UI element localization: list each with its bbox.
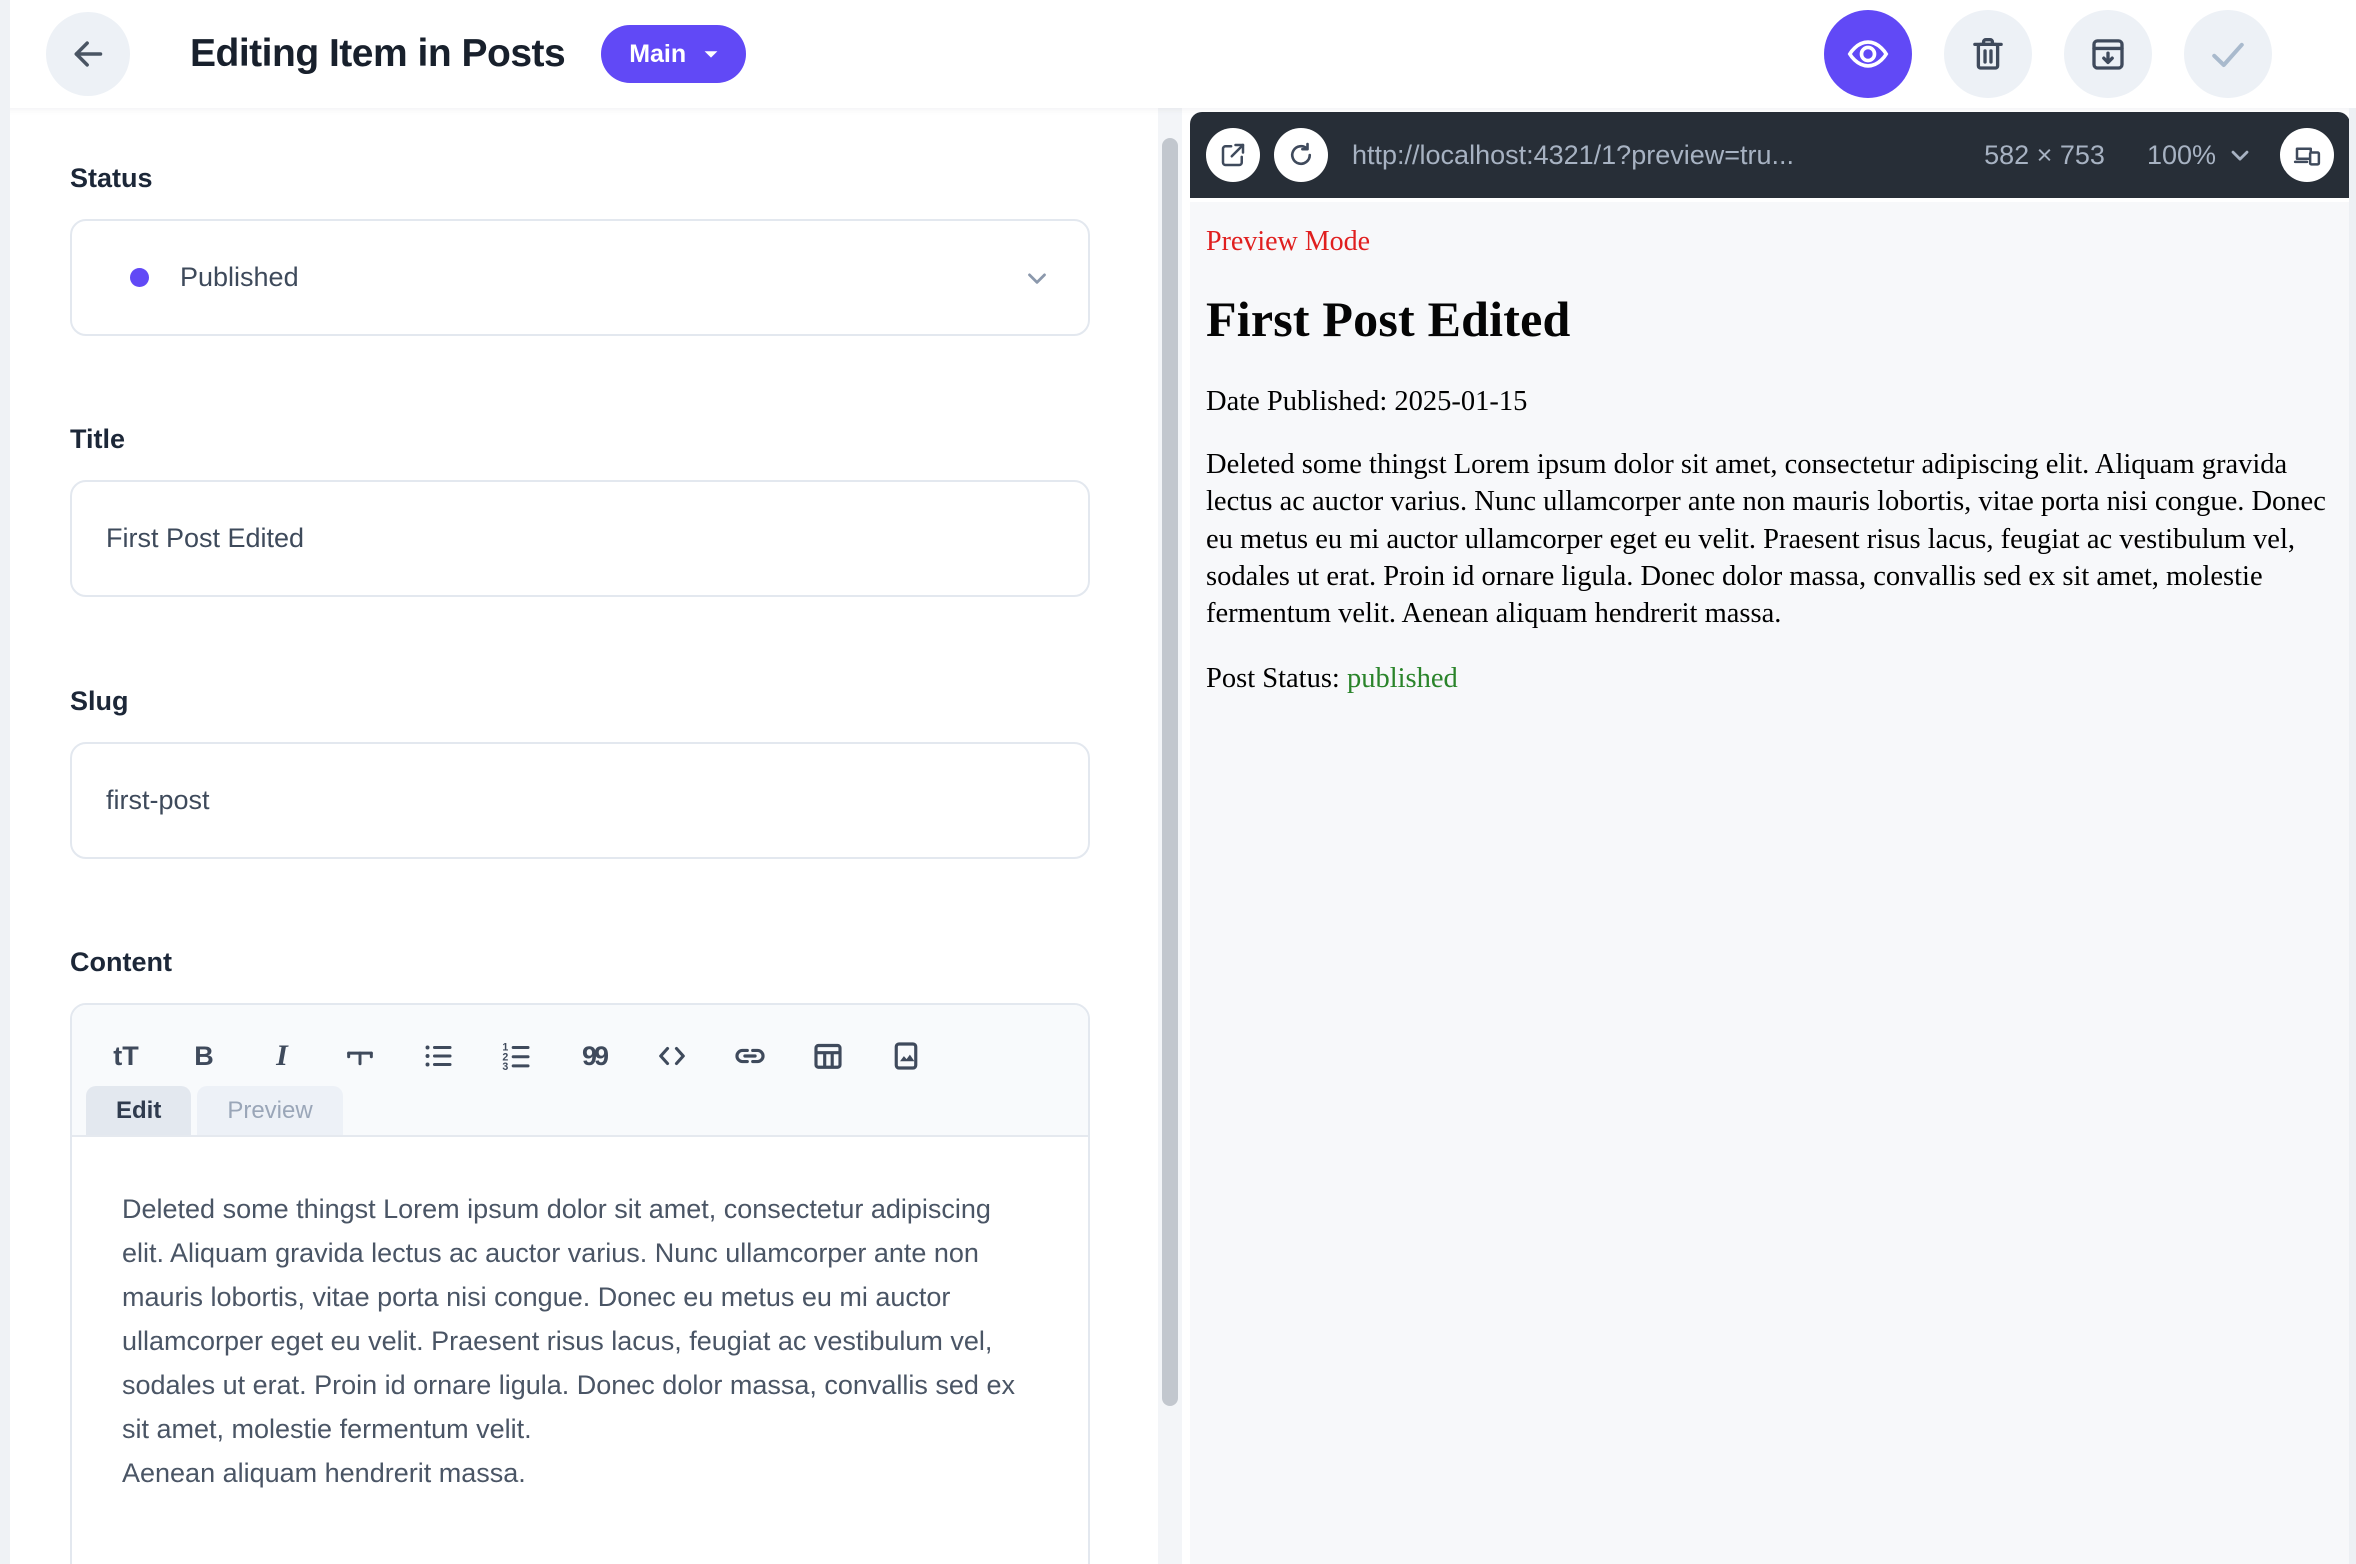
image-button[interactable] — [887, 1037, 925, 1075]
status-selected-value: Published — [180, 262, 299, 292]
status-field-label: Status — [70, 163, 153, 193]
tab-edit[interactable]: Edit — [86, 1086, 191, 1135]
zoom-selector[interactable] — [2147, 140, 2254, 171]
checkmark-icon — [2206, 32, 2250, 76]
text-size-button[interactable] — [107, 1037, 145, 1075]
ordered-list-icon — [499, 1039, 533, 1073]
bold-button[interactable] — [185, 1037, 223, 1075]
zoom-level: 100% — [2146, 139, 2216, 170]
device-mode-button[interactable] — [2280, 128, 2334, 182]
table-icon — [810, 1038, 846, 1074]
bullet-list-icon — [421, 1039, 455, 1073]
chevron-down-icon — [1022, 263, 1052, 293]
svg-text:2: 2 — [502, 1051, 509, 1064]
blockquote-icon: 99 — [581, 1040, 607, 1071]
form-scrollbar-thumb[interactable] — [1162, 138, 1178, 1406]
content-textarea[interactable] — [72, 1137, 1088, 1564]
preview-url-bar — [1190, 112, 2350, 198]
save-draft-button[interactable] — [2064, 10, 2152, 98]
refresh-icon — [1286, 140, 1316, 170]
confirm-button[interactable] — [2184, 10, 2272, 98]
code-icon — [654, 1038, 690, 1074]
content-editor — [70, 1003, 1090, 1564]
preview-heading: First Post Edited — [1206, 291, 1571, 347]
editor-toolbar — [72, 1005, 1088, 1085]
preview-url[interactable]: http://localhost:4321/1?preview=tru... — [1352, 139, 1795, 170]
svg-text:1: 1 — [502, 1041, 509, 1054]
editor-tabs — [72, 1085, 1088, 1137]
divider-button[interactable] — [341, 1037, 379, 1075]
window-right-strip — [2349, 108, 2356, 1564]
link-button[interactable] — [731, 1037, 769, 1075]
divider-icon — [343, 1039, 377, 1073]
window-left-strip — [0, 0, 10, 1564]
code-block-button[interactable] — [653, 1037, 691, 1075]
edit-form-panel — [10, 108, 1160, 1564]
devices-icon — [2292, 140, 2322, 170]
tab-preview[interactable]: Preview — [197, 1086, 342, 1135]
header — [0, 0, 2356, 108]
slug-input[interactable] — [70, 742, 1090, 859]
preview-iframe — [1190, 202, 2356, 1564]
status-dot-icon — [130, 268, 149, 287]
branch-label: Main — [629, 39, 687, 68]
back-arrow-icon — [68, 34, 108, 74]
text-size-icon: tT — [113, 1040, 139, 1071]
title-field-label: Title — [70, 424, 126, 454]
link-icon — [732, 1038, 768, 1074]
table-button[interactable] — [809, 1037, 847, 1075]
preview-status-label: Post Status: — [1206, 662, 1340, 694]
content-paragraph: Deleted some thingst Lorem ipsum dolor sit amet, consectetur adipiscing elit. Aliquam gravida lectus ac auctor varius. Nunc ullamcorper ante non mauris lobortis, vitae porta nisi congue. Donec eu metus eu mi auctor ullamcorper eget eu velit. Praesent risus lacus, feugiat ac vestibulum vel, sodales ut erat. Proin id ornare ligula. Donec dolor massa, convallis sed ex sit amet, molestie fermentum velit. — [122, 1194, 1015, 1444]
form-scrollbar-track[interactable] — [1158, 108, 1182, 1564]
delete-button[interactable] — [1944, 10, 2032, 98]
trash-icon — [1967, 33, 2009, 75]
blockquote-button[interactable] — [575, 1037, 613, 1075]
back-button[interactable] — [46, 12, 130, 96]
refresh-button[interactable] — [1274, 128, 1328, 182]
open-external-button[interactable] — [1206, 128, 1260, 182]
bullet-list-button[interactable] — [419, 1037, 457, 1075]
bold-icon: B — [194, 1040, 214, 1071]
chevron-down-icon — [2226, 141, 2254, 169]
preview-status-line — [1206, 663, 2340, 695]
caret-down-icon — [700, 43, 722, 65]
viewport-size: 582 × 753 — [1984, 139, 2105, 170]
branch-selector[interactable] — [601, 25, 746, 83]
preview-body-paragraph: Deleted some thingst Lorem ipsum dolor sit amet, consectetur adipiscing elit. Aliquam gravida lectus ac auctor varius. Nunc ullamcorper ante non mauris lobortis, vitae porta nisi congue. Donec eu metus eu mi auctor ullamcorper eget eu velit. Praesent risus lacus, feugiat ac vestibulum vel, sodales ut erat. Proin id ornare ligula. Donec dolor massa, convallis sed ex sit amet, molestie fermentum velit. Aenean aliquam hendrerit massa. — [1206, 449, 2326, 630]
image-icon — [888, 1038, 924, 1074]
svg-text:3: 3 — [502, 1061, 509, 1073]
italic-button[interactable] — [263, 1037, 301, 1075]
preview-date-line: Date Published: 2025-01-15 — [1206, 386, 1528, 417]
preview-panel — [1190, 108, 2356, 1564]
ordered-list-button[interactable] — [497, 1037, 535, 1075]
page-title: Editing Item in Posts — [190, 32, 566, 75]
eye-icon — [1845, 31, 1891, 77]
toggle-preview-button[interactable] — [1824, 10, 1912, 98]
box-arrow-down-icon — [2087, 33, 2129, 75]
content-field-label: Content — [70, 947, 172, 977]
content-paragraph: Aenean aliquam hendrerit massa. — [122, 1458, 526, 1488]
title-input[interactable] — [70, 480, 1090, 597]
preview-mode-banner: Preview Mode — [1206, 226, 1371, 257]
preview-status-value: published — [1346, 662, 1458, 694]
header-actions — [1824, 10, 2272, 98]
italic-icon: I — [276, 1039, 288, 1072]
status-select[interactable] — [70, 219, 1090, 336]
external-link-icon — [1218, 140, 1248, 170]
slug-field-label: Slug — [70, 686, 129, 716]
